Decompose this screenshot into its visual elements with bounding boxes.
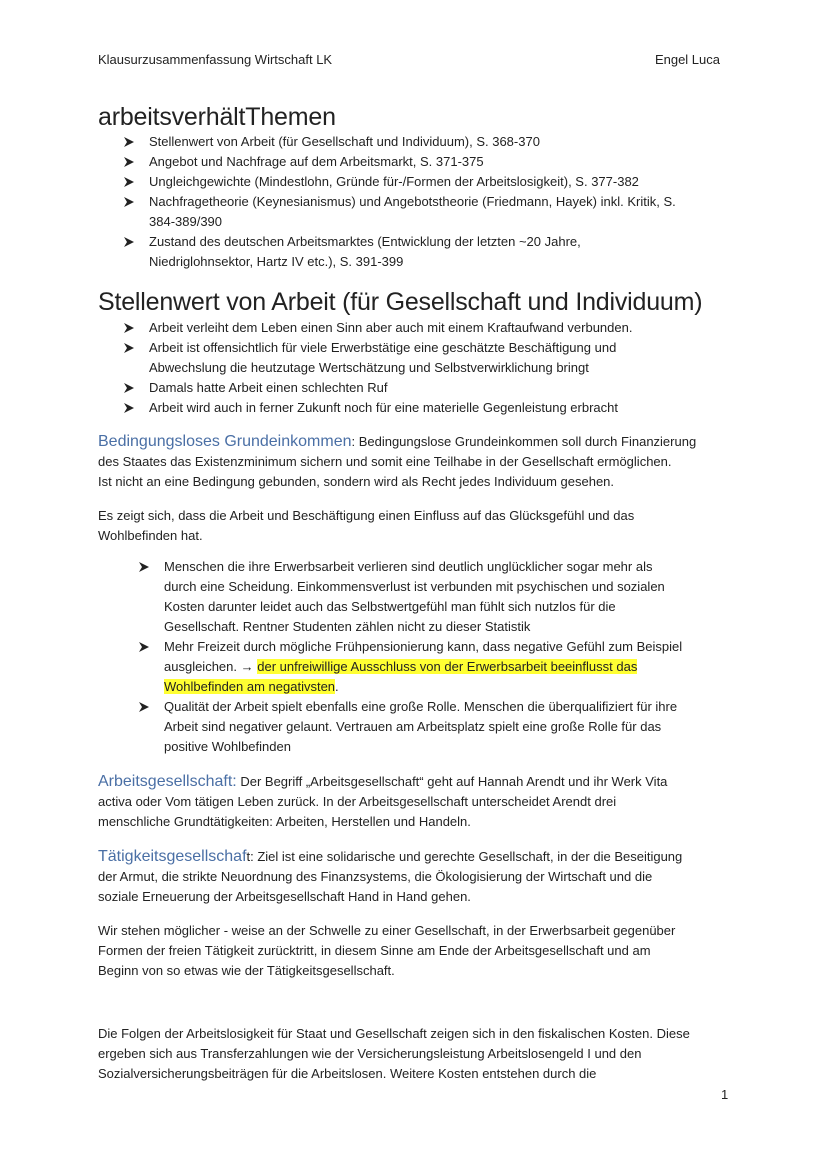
text-line: der Armut, die strikte Neuordnung des Finanzsystems, die Ökologisierung der Wirtschaft und die [98,869,653,884]
arrow-bullet-icon [122,398,138,418]
paragraph-gluecksgefuehl [98,506,738,546]
list-item [137,697,727,757]
text-line: Qualität der Arbeit spielt ebenfalls eine große Rolle. Menschen die überqualifiziert für ihre [164,699,678,714]
text-line: menschliche Grundtätigkeiten: Arbeiten, Herstellen und Handeln. [98,814,471,829]
text-line: ausgleichen. → [164,659,258,674]
text-line: Menschen die ihre Erwerbsarbeit verlieren sind deutlich unglücklicher sogar mehr als [164,559,653,574]
text-line: Arbeit sind negativer gelaunt. Vertrauen am Arbeitsplatz spielt eine große Rolle für das [164,719,662,734]
text-line: Beginn von so etwas wie der Tätigkeitsgesellschaft. [98,963,395,978]
text-line: activa oder Vom tätigen Leben zurück. In der Arbeitsgesellschaft unterscheidet Arendt drei [98,794,617,809]
list-item [122,192,722,232]
text-line: Nachfragetheorie (Keynesianismus) und Angebotstheorie (Friedmann, Hayek) inkl. Kritik, S. [149,194,676,209]
text-line: Ungleichgewichte (Mindestlohn, Gründe für-/Formen der Arbeitslosigkeit), S. 377-382 [149,174,639,189]
term-taetigkeitsgesellschaft: Tätigkeitsgesellschaf [98,848,247,865]
text-line: Zustand des deutschen Arbeitsmarktes (Entwicklung der letzten ~20 Jahre, [149,234,581,249]
text-line: t: Ziel ist eine solidarische und gerechte Gesellschaft, in der die Beseitigung [246,849,683,864]
heading-themen: arbeitsverhältThemen [98,103,336,131]
paragraph-taetigkeitsgesellschaft [98,847,738,907]
text-line: Arbeit wird auch in ferner Zukunft noch für eine materielle Gegenleistung erbracht [149,400,618,415]
arrow-bullet-icon [122,318,138,338]
arrow-bullet-icon [122,132,138,152]
text-line: Arbeit ist offensichtlich für viele Erwerbstätige eine geschätzte Beschäftigung und [149,340,617,355]
header-author: Engel Luca [654,52,720,67]
text-line: Angebot und Nachfrage auf dem Arbeitsmarkt, S. 371-375 [149,154,484,169]
wohlbefinden-list [137,557,727,757]
arrow-bullet-icon [122,378,138,398]
text-line: Es zeigt sich, dass die Arbeit und Beschäftigung einen Einfluss auf das Glücksgefühl und das [98,508,635,523]
paragraph-grundeinkommen [98,432,738,492]
paragraph-arbeitsgesellschaft [98,772,738,832]
list-item [122,398,722,418]
list-item [122,378,722,398]
arrow-bullet-icon [122,172,138,192]
text-line: : Bedingungslose Grundeinkommen soll durch Finanzierung [351,434,697,449]
text-line: Kosten darunter leidet auch das Selbstwertgefühl man fühlt sich nutzlos für die [164,599,616,614]
text-line: Damals hatte Arbeit einen schlechten Ruf [149,380,388,395]
text-line: des Staates das Existenzminimum sichern und somit eine Teilhabe in der Gesellschaft ermöglichen. [98,454,672,469]
themen-list [122,132,722,272]
text-line: Der Begriff „Arbeitsgesellschaft“ geht auf Hannah Arendt und ihr Werk Vita [236,774,668,789]
heading-stellenwert: Stellenwert von Arbeit (für Gesellschaft und Individuum) [98,288,703,316]
text-line: Arbeit verleiht dem Leben einen Sinn aber auch mit einem Kraftaufwand verbunden. [149,320,633,335]
text-line: . [335,679,339,694]
page-number: 1 [721,1087,729,1102]
text-line: Stellenwert von Arbeit (für Gesellschaft und Individuum), S. 368-370 [149,134,540,149]
list-item [122,172,722,192]
text-line: Mehr Freizeit durch mögliche Frühpensionierung kann, dass negative Gefühl zum Beispiel [164,639,683,654]
list-item [137,557,727,637]
term-arbeitsgesellschaft: Arbeitsgesellschaft: [98,773,237,790]
list-item [122,132,722,152]
text-line: Ist nicht an eine Bedingung gebunden, sondern wird als Recht jedes Individuum gesehen. [98,474,615,489]
arrow-bullet-icon [137,637,153,657]
paragraph-folgen [98,1024,738,1084]
list-item [122,338,722,378]
text-line: durch eine Scheidung. Einkommensverlust ist verbunden mit psychischen und sozialen [164,579,665,594]
arrow-bullet-icon [137,557,153,577]
text-line: Niedriglohnsektor, Hartz IV etc.), S. 391-399 [149,254,404,269]
list-item [122,232,722,272]
list-item [122,318,722,338]
text-line: Wohlbefinden hat. [98,528,203,543]
text-line: Abwechslung die heutzutage Wertschätzung und Selbstverwirklichung bringt [149,360,589,375]
term-grundeinkommen: Bedingungsloses Grundeinkommen [98,433,352,450]
text-line: Formen der freien Tätigkeit zurücktritt, in diesem Sinne am Ende der Arbeitsgesellschaft und am [98,943,651,958]
arrow-bullet-icon [122,232,138,252]
text-line: soziale Erneuerung der Arbeitsgesellschaft Hand in Hand gehen. [98,889,471,904]
paragraph-schwelle [98,921,738,981]
text-line: Wir stehen möglicher - weise an der Schwelle zu einer Gesellschaft, in der Erwerbsarbeit gegenüber [98,923,676,938]
text-line: ergeben sich aus Transferzahlungen wie der Versicherungsleistung Arbeitslosengeld I und den [98,1046,642,1061]
highlighted-text: Wohlbefinden am negativsten [164,679,336,694]
text-line: Die Folgen der Arbeitslosigkeit für Staat und Gesellschaft zeigen sich in den fiskalischen Kosten. Diese [98,1026,690,1041]
stellenwert-list [122,318,722,418]
arrow-bullet-icon [122,192,138,212]
arrow-bullet-icon [122,152,138,172]
header-title: Klausurzusammenfassung Wirtschaft LK [98,52,333,67]
highlighted-text: der unfreiwillige Ausschluss von der Erwerbsarbeit beeinflusst das [257,659,638,674]
text-line: positive Wohlbefinden [164,739,291,754]
arrow-bullet-icon [122,338,138,358]
list-item [122,152,722,172]
text-line: Sozialversicherungsbeiträgen für die Arbeitslosen. Weitere Kosten entstehen durch die [98,1066,597,1081]
list-item [137,637,727,697]
text-line: 384-389/390 [149,214,223,229]
text-line: Gesellschaft. Rentner Studenten zählen nicht zu dieser Statistik [164,619,531,634]
arrow-bullet-icon [137,697,153,717]
